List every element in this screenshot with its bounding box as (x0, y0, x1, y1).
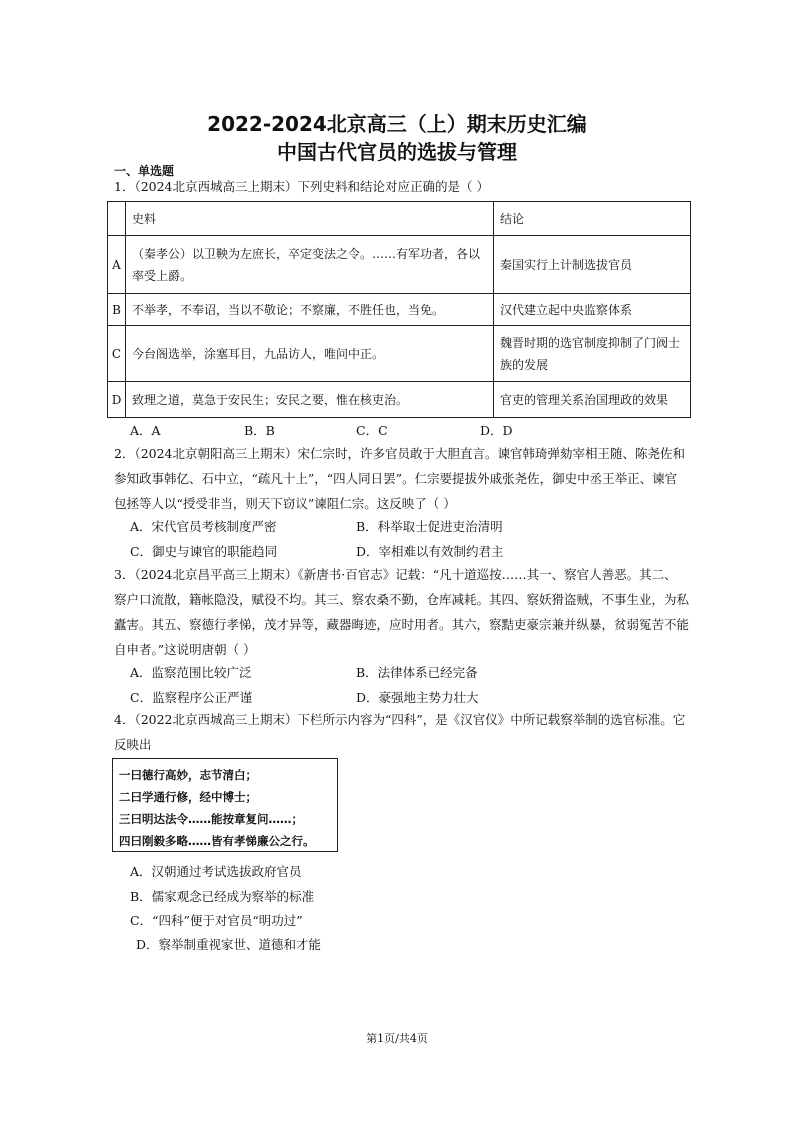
table-row (108, 326, 691, 382)
table-header-row (108, 202, 691, 236)
row-conclusion: 官吏的管理关系治国理政的效果 (494, 382, 691, 418)
box-line: 一曰德行高妙，志节清白； (119, 768, 257, 782)
row-key: A (108, 236, 126, 294)
question-2-option-c[interactable]: C．御史与谏官的职能趋同 (130, 544, 278, 559)
question-4-stem: 4．（2022北京西城高三上期末）下栏所示内容为“四科”，是《汉官仪》中所记载察举制的选官标准。它反映出 (114, 712, 686, 752)
four-categories-box (112, 758, 338, 852)
table-row (108, 382, 691, 418)
question-1-table (107, 201, 691, 418)
question-3-option-d[interactable]: D．豪强地主势力壮大 (356, 690, 479, 705)
page-subtitle: 中国古代官员的选拔与管理 (277, 140, 517, 164)
row-conclusion: 秦国实行上计制选拔官员 (494, 236, 691, 294)
question-4-option-b[interactable]: B．儒家观念已经成为察举的标准 (130, 889, 315, 904)
row-key: C (108, 326, 126, 382)
row-source: 不举孝，不奉诏，当以不敬论；不察廉，不胜任也，当免。 (126, 294, 494, 326)
table-header-conclusion: 结论 (494, 202, 691, 236)
page-title: 2022-2024北京高三（上）期末历史汇编 (207, 112, 587, 136)
box-line: 二曰学通行修，经中博士； (119, 790, 257, 804)
question-2-stem: 2．（2024北京朝阳高三上期末）宋仁宗时，许多官员敢于大胆直言。谏官韩琦弹劾宰相王随、陈尧佐和参知政事韩亿、石中立，“疏凡十上”，“四人同日罢”。仁宗要提拔外戚张尧佐，御史中丞王举正、谏官包拯等人以“授受非当，则天下窃议”谏阻仁宗。这反映了（ ） (114, 446, 686, 511)
box-line: 四曰刚毅多略……皆有孝悌廉公之行。 (119, 834, 315, 848)
question-1-option-a[interactable]: A．A (130, 423, 161, 438)
row-source: 致理之道，莫急于安民生；安民之要，惟在核吏治。 (126, 382, 494, 418)
table-header-source: 史料 (126, 202, 494, 236)
question-1-option-d[interactable]: D．D (480, 423, 513, 438)
section-title: 一、单选题 (114, 164, 175, 178)
row-key: D (108, 382, 126, 418)
question-2-option-b[interactable]: B．科举取士促进吏治清明 (356, 519, 503, 534)
question-4-option-d[interactable]: D．察举制重视家世、道德和才能 (136, 937, 322, 952)
question-1-option-b[interactable]: B．B (244, 423, 275, 438)
question-4-option-a[interactable]: A．汉朝通过考试选拔政府官员 (130, 864, 302, 879)
table-header-key (108, 202, 126, 236)
page-footer: 第1页/共4页 (366, 1032, 428, 1045)
question-2-option-d[interactable]: D．宰相难以有效制约君主 (356, 544, 504, 559)
question-3-option-b[interactable]: B．法律体系已经完备 (356, 665, 478, 680)
row-conclusion: 汉代建立起中央监察体系 (494, 294, 691, 326)
question-3-option-a[interactable]: A．监察范围比较广泛 (130, 665, 252, 680)
row-key: B (108, 294, 126, 326)
question-3-stem: 3．（2024北京昌平高三上期末）《新唐书·百官志》记载：“凡十道巡按……其一、察官人善恶。其二、察户口流散，籍帐隐没，赋役不均。其三、察农桑不勤，仓库减耗。其四、察妖猾盗贼，不事生业，为私蠹害。其五、察德行孝悌，茂才异等，藏器晦迹，应时用者。其六，察黠吏豪宗兼并纵暴，贫弱冤苦不能自申者。”这说明唐朝（ ） (114, 567, 690, 657)
row-source: 今台阁选举，涂塞耳目，九品访人，唯问中正。 (126, 326, 494, 382)
question-1-option-c[interactable]: C．C (356, 423, 388, 438)
table-row (108, 294, 691, 326)
box-line: 三曰明达法令……能按章复问……； (119, 812, 303, 826)
question-3-option-c[interactable]: C．监察程序公正严谨 (130, 690, 253, 705)
question-2-option-a[interactable]: A．宋代官员考核制度严密 (130, 519, 277, 534)
question-4-option-c[interactable]: C．“四科”便于对官员“明功过” (130, 913, 303, 928)
row-source: （秦孝公）以卫鞅为左庶长，卒定变法之令。……有军功者，各以率受上爵。 (126, 236, 494, 294)
question-1-stem: 1．（2024北京西城高三上期末）下列史料和结论对应正确的是（ ） (114, 179, 489, 194)
table-row (108, 236, 691, 294)
row-conclusion: 魏晋时期的选官制度抑制了门阀士族的发展 (494, 326, 691, 382)
